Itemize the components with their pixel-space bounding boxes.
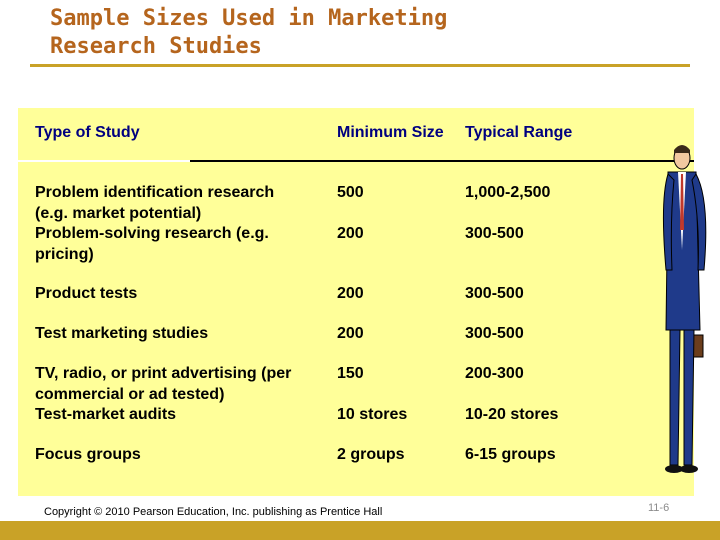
row-range-cell: 6-15 groups (465, 446, 556, 463)
slide-number: 11-6 (648, 502, 670, 514)
title-underline (30, 64, 690, 67)
row-min-cell: 200 (337, 225, 364, 242)
header-divider-right (190, 160, 694, 162)
row-range-cell: 300-500 (465, 285, 524, 302)
row-type-cell: TV, radio, or print advertising (per commercial or ad tested) (35, 365, 292, 403)
row-type-cell: Product tests (35, 285, 138, 302)
row-type-cell: Problem identification research (e.g. market potential) (35, 184, 275, 222)
slide-title (50, 5, 447, 61)
row-range-cell: 300-500 (465, 325, 524, 342)
row-range-cell: 1,000-2,500 (465, 184, 551, 201)
footer-bar (0, 521, 720, 540)
row-type-cell: Test marketing studies (35, 325, 209, 342)
copyright-text: Copyright © 2010 Pearson Education, Inc. publishing as Prentice Hall (44, 506, 383, 518)
row-type-cell: Test-market audits (35, 406, 177, 423)
row-range-cell: 200-300 (465, 365, 524, 382)
businessman-clipart-icon (660, 140, 720, 480)
row-min-cell: 200 (337, 325, 364, 342)
row-type-cell: Problem-solving research (e.g. pricing) (35, 225, 269, 263)
row-min-cell: 10 stores (337, 406, 408, 423)
header-typical-range: Typical Range (465, 124, 573, 141)
slide-title-line1: Sample Sizes Used in Marketing (50, 6, 448, 31)
row-min-cell: 200 (337, 285, 364, 302)
row-range-cell: 10-20 stores (465, 406, 559, 423)
header-divider-left (18, 160, 190, 162)
slide-title-line2: Research Studies (50, 34, 262, 59)
row-min-cell: 500 (337, 184, 364, 201)
header-type-of-study: Type of Study (35, 124, 140, 141)
row-min-cell: 150 (337, 365, 364, 382)
row-type-cell: Focus groups (35, 446, 141, 463)
row-min-cell: 2 groups (337, 446, 405, 463)
row-range-cell: 300-500 (465, 225, 524, 242)
header-minimum-size: Minimum Size (337, 124, 444, 141)
